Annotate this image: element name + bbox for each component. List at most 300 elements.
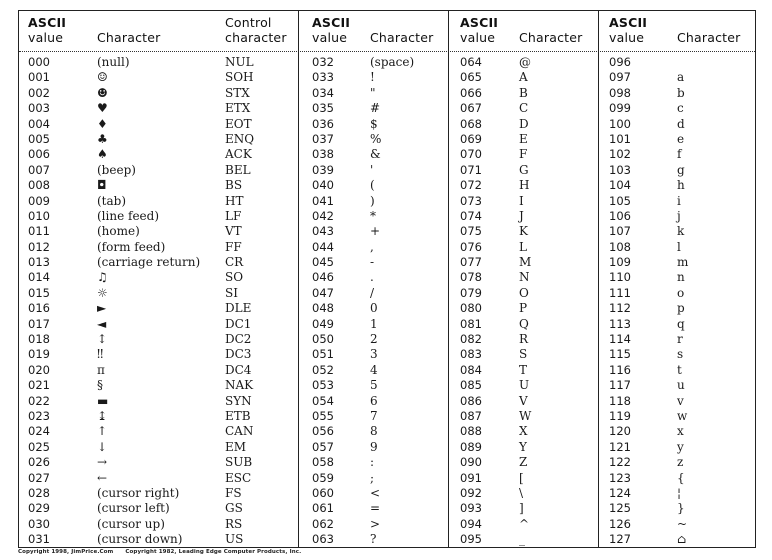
ascii-value: 108 [609, 239, 631, 254]
character-glyph: B [519, 85, 528, 100]
character-glyph: 0 [370, 301, 378, 316]
character-glyph: z [677, 455, 684, 470]
character-glyph: Z [519, 455, 528, 470]
character-glyph: U [519, 378, 530, 393]
character-glyph: ☺ [97, 70, 108, 85]
ascii-value: 009 [28, 193, 50, 208]
table-row [19, 224, 755, 239]
header-control-character [225, 15, 287, 45]
ascii-value: 075 [460, 224, 482, 239]
ascii-value: 036 [312, 116, 334, 131]
character-glyph: T [519, 362, 528, 377]
control-character: BEL [225, 162, 251, 177]
character-glyph: x [677, 424, 684, 439]
control-character: EM [225, 439, 247, 454]
character-glyph: 1 [370, 316, 378, 331]
character-glyph: (carriage return) [97, 255, 201, 270]
character-glyph: > [370, 516, 381, 531]
character-glyph: # [370, 101, 381, 116]
ascii-value: 112 [609, 301, 631, 316]
character-glyph: u [677, 378, 685, 393]
character-glyph: @ [519, 55, 531, 69]
character-glyph: ; [370, 470, 375, 485]
ascii-value: 104 [609, 178, 631, 193]
table-row [19, 378, 755, 393]
table-row [19, 409, 755, 424]
ascii-value: 107 [609, 224, 631, 239]
character-glyph: ~ [677, 516, 688, 531]
ascii-value: 073 [460, 193, 482, 208]
ascii-value: 013 [28, 255, 50, 270]
ascii-value: 088 [460, 424, 482, 439]
ascii-value: 024 [28, 424, 50, 439]
header-ascii-label: ASCII [460, 15, 499, 30]
ascii-value: 019 [28, 347, 50, 362]
ascii-value: 117 [609, 378, 631, 393]
ascii-value: 124 [609, 485, 631, 500]
ascii-value: 001 [28, 70, 50, 85]
ascii-value: 005 [28, 131, 50, 146]
character-glyph: Y [519, 439, 527, 454]
header-divider [19, 51, 755, 52]
character-glyph: R [519, 332, 529, 347]
ascii-value: 095 [460, 532, 482, 547]
ascii-value: 077 [460, 255, 482, 270]
character-glyph: ! [370, 70, 375, 85]
character-glyph: _ [519, 532, 525, 547]
ascii-value: 105 [609, 193, 631, 208]
ascii-value: 022 [28, 393, 50, 408]
character-glyph: 3 [370, 347, 378, 362]
ascii-value: 059 [312, 470, 334, 485]
control-character: FF [225, 239, 242, 254]
character-glyph: y [677, 439, 684, 454]
character-glyph: ↨ [97, 408, 108, 423]
table-row [19, 55, 755, 70]
copyright-leading-edge: Copyright 1982, Leading Edge Computer Products, Inc. [125, 549, 302, 555]
character-glyph: ( [370, 178, 375, 193]
character-glyph: ► [97, 301, 107, 316]
ascii-value: 061 [312, 501, 334, 516]
character-glyph: ‼ [97, 347, 104, 362]
control-character: VT [225, 224, 242, 239]
character-glyph: ↑ [97, 424, 108, 439]
ascii-value: 081 [460, 316, 482, 331]
ascii-value: 018 [28, 332, 50, 347]
character-glyph: b [677, 85, 685, 100]
control-character: NUL [225, 55, 254, 69]
table-row [19, 163, 755, 178]
control-character: STX [225, 85, 250, 100]
table-row [19, 178, 755, 193]
ascii-value: 006 [28, 147, 50, 162]
ascii-value: 012 [28, 239, 50, 254]
ascii-value: 040 [312, 178, 334, 193]
table-row [19, 301, 755, 316]
ascii-value: 122 [609, 455, 631, 470]
ascii-value: 119 [609, 408, 631, 423]
table-row [19, 363, 755, 378]
ascii-value: 114 [609, 332, 631, 347]
ascii-value: 057 [312, 439, 334, 454]
character-glyph: (cursor down) [97, 532, 183, 547]
control-character: ETX [225, 101, 251, 116]
ascii-value: 070 [460, 147, 482, 162]
character-glyph: ^ [519, 516, 530, 531]
character-glyph: H [519, 178, 530, 193]
ascii-value: 090 [460, 455, 482, 470]
header-ascii-value [609, 15, 647, 45]
character-glyph: 9 [370, 439, 378, 454]
ascii-value: 099 [609, 101, 631, 116]
ascii-value: 023 [28, 408, 50, 423]
character-glyph: P [519, 301, 528, 316]
character-glyph: / [370, 285, 375, 300]
ascii-value: 091 [460, 470, 482, 485]
control-character: HT [225, 193, 244, 208]
character-glyph: h [677, 178, 685, 193]
ascii-value: 051 [312, 347, 334, 362]
character-glyph: ♠ [97, 147, 108, 162]
character-glyph: " [370, 85, 376, 100]
table-row [19, 240, 755, 255]
character-glyph: F [519, 147, 528, 162]
control-character: DC4 [225, 362, 252, 377]
ascii-value: 045 [312, 255, 334, 270]
character-glyph: 7 [370, 408, 378, 423]
ascii-value: 120 [609, 424, 631, 439]
character-glyph: , [370, 239, 374, 254]
character-glyph: v [677, 393, 684, 408]
character-glyph: 6 [370, 393, 378, 408]
ascii-value: 109 [609, 255, 631, 270]
control-character: CAN [225, 424, 254, 439]
character-glyph: ◄ [97, 316, 107, 331]
ascii-value: 089 [460, 439, 482, 454]
ascii-value: 076 [460, 239, 482, 254]
ascii-value: 079 [460, 285, 482, 300]
control-character: ESC [225, 470, 252, 485]
ascii-value: 008 [28, 178, 50, 193]
ascii-value: 115 [609, 347, 631, 362]
character-glyph: k [677, 224, 685, 239]
table-body [19, 55, 755, 548]
character-glyph: X [519, 424, 528, 439]
table-row [19, 471, 755, 486]
copyright-footer [18, 549, 301, 555]
character-glyph: ◘ [97, 178, 107, 193]
character-glyph: m [677, 255, 689, 270]
character-glyph: M [519, 255, 532, 270]
control-character: CR [225, 255, 244, 270]
character-glyph: L [519, 239, 527, 254]
ascii-value: 106 [609, 208, 631, 223]
ascii-value: 025 [28, 439, 50, 454]
character-glyph: : [370, 455, 375, 470]
control-character: DC1 [225, 316, 252, 331]
character-glyph: (home) [97, 224, 140, 239]
ascii-value: 011 [28, 224, 50, 239]
ascii-value: 086 [460, 393, 482, 408]
ascii-value: 097 [609, 70, 631, 85]
ascii-value: 092 [460, 485, 482, 500]
character-glyph: t [677, 362, 682, 377]
control-character: SOH [225, 70, 254, 85]
header-character-label: Character [370, 30, 434, 45]
character-glyph: ▬ [97, 393, 109, 408]
character-glyph: W [519, 408, 532, 423]
header-character-label: Character [519, 30, 583, 45]
character-glyph: ♦ [97, 116, 108, 131]
table-row [19, 255, 755, 270]
ascii-value: 064 [460, 55, 482, 69]
table-row [19, 101, 755, 116]
header-character-label: character [225, 30, 287, 45]
table-row [19, 147, 755, 162]
ascii-value: 046 [312, 270, 334, 285]
table-row [19, 286, 755, 301]
character-glyph: 8 [370, 424, 378, 439]
character-glyph: Q [519, 316, 529, 331]
copyright-jimprice: Copyright 1998, JimPrice.Com [18, 549, 114, 555]
character-glyph: c [677, 101, 684, 116]
ascii-value: 098 [609, 85, 631, 100]
control-character: BS [225, 178, 243, 193]
character-glyph: K [519, 224, 528, 239]
ascii-value: 071 [460, 162, 482, 177]
control-character: ACK [225, 147, 252, 162]
header-control-label: Control [225, 15, 272, 30]
ascii-value: 042 [312, 208, 334, 223]
ascii-value: 032 [312, 55, 334, 69]
character-glyph: ⌂ [677, 532, 687, 547]
table-row [19, 332, 755, 347]
ascii-value: 083 [460, 347, 482, 362]
ascii-value: 094 [460, 516, 482, 531]
character-glyph: s [677, 347, 684, 362]
ascii-value: 030 [28, 516, 50, 531]
header-ascii-value [460, 15, 498, 45]
ascii-value: 102 [609, 147, 631, 162]
character-glyph: G [519, 162, 529, 177]
character-glyph: ♣ [97, 131, 108, 146]
table-row [19, 424, 755, 439]
character-glyph: i [677, 193, 681, 208]
character-glyph: p [677, 301, 685, 316]
control-character: DLE [225, 301, 252, 316]
character-glyph: - [370, 255, 375, 270]
ascii-value: 039 [312, 162, 334, 177]
ascii-value: 113 [609, 316, 631, 331]
table-row [19, 394, 755, 409]
ascii-value: 100 [609, 116, 631, 131]
character-glyph: § [97, 378, 103, 393]
character-glyph: ' [370, 162, 374, 177]
character-glyph: * [370, 208, 376, 223]
header-ascii-label: ASCII [312, 15, 351, 30]
character-glyph: (line feed) [97, 208, 160, 223]
character-glyph: & [370, 147, 381, 162]
ascii-value: 084 [460, 362, 482, 377]
character-glyph: ? [370, 532, 377, 547]
ascii-value: 123 [609, 470, 631, 485]
character-glyph: (tab) [97, 193, 127, 208]
header-value-label: value [312, 30, 348, 45]
ascii-value: 116 [609, 362, 631, 377]
ascii-value: 082 [460, 332, 482, 347]
ascii-value: 069 [460, 131, 482, 146]
character-glyph: g [677, 162, 685, 177]
ascii-table [18, 10, 756, 548]
ascii-value: 047 [312, 285, 334, 300]
header-character [519, 15, 583, 45]
character-glyph: ♫ [97, 270, 108, 285]
character-glyph: E [519, 131, 528, 146]
character-glyph: 4 [370, 362, 378, 377]
ascii-value: 038 [312, 147, 334, 162]
ascii-value: 000 [28, 55, 50, 69]
ascii-value: 004 [28, 116, 50, 131]
header-value-label: value [460, 30, 496, 45]
header-ascii-label: ASCII [28, 15, 67, 30]
header-character [677, 15, 741, 45]
character-glyph: C [519, 101, 529, 116]
ascii-value: 067 [460, 101, 482, 116]
ascii-value: 034 [312, 85, 334, 100]
control-character: ENQ [225, 131, 255, 146]
character-glyph: $ [370, 116, 378, 131]
header-ascii-label: ASCII [609, 15, 648, 30]
table-row [19, 455, 755, 470]
control-character: SYN [225, 393, 252, 408]
control-character: DC2 [225, 332, 252, 347]
ascii-value: 080 [460, 301, 482, 316]
ascii-value: 068 [460, 116, 482, 131]
header-character-label: Character [97, 30, 161, 45]
character-glyph: ) [370, 193, 375, 208]
ascii-value: 062 [312, 516, 334, 531]
character-glyph: J [519, 208, 524, 223]
ascii-value: 021 [28, 378, 50, 393]
ascii-value: 033 [312, 70, 334, 85]
character-glyph: ← [97, 470, 108, 485]
character-glyph: e [677, 131, 685, 146]
character-glyph: O [519, 285, 529, 300]
ascii-value: 031 [28, 532, 50, 547]
ascii-value: 003 [28, 101, 50, 116]
control-character: SI [225, 285, 238, 300]
ascii-value: 087 [460, 408, 482, 423]
character-glyph: ↓ [97, 439, 108, 454]
table-row [19, 440, 755, 455]
ascii-value: 118 [609, 393, 631, 408]
ascii-value: 121 [609, 439, 631, 454]
character-glyph: (space) [370, 55, 415, 69]
ascii-value: 041 [312, 193, 334, 208]
character-glyph: (beep) [97, 162, 136, 177]
table-row [19, 194, 755, 209]
ascii-value: 072 [460, 178, 482, 193]
table-row [19, 70, 755, 85]
character-glyph: 5 [370, 378, 378, 393]
control-character: GS [225, 501, 243, 516]
ascii-value: 066 [460, 85, 482, 100]
control-character: RS [225, 516, 243, 531]
ascii-value: 049 [312, 316, 334, 331]
ascii-value: 063 [312, 532, 334, 547]
table-row [19, 517, 755, 532]
header-character [370, 15, 434, 45]
ascii-value: 074 [460, 208, 482, 223]
character-glyph: } [677, 501, 685, 516]
table-row [19, 317, 755, 332]
ascii-value: 078 [460, 270, 482, 285]
table-row [19, 86, 755, 101]
character-glyph: ☻ [97, 85, 108, 100]
character-glyph: \ [519, 485, 524, 500]
character-glyph: (cursor up) [97, 516, 165, 531]
header-ascii-value [312, 15, 350, 45]
control-character: FS [225, 485, 242, 500]
character-glyph: n [677, 270, 685, 285]
character-glyph: I [519, 193, 524, 208]
character-glyph: A [519, 70, 528, 85]
character-glyph: N [519, 270, 530, 285]
character-glyph: . [370, 270, 374, 285]
control-character: ETB [225, 408, 251, 423]
ascii-value: 127 [609, 532, 631, 547]
ascii-value: 035 [312, 101, 334, 116]
character-glyph: j [677, 208, 681, 223]
table-row [19, 132, 755, 147]
table-row [19, 117, 755, 132]
table-row [19, 532, 755, 547]
ascii-value: 010 [28, 208, 50, 223]
control-character: NAK [225, 378, 254, 393]
character-glyph: 2 [370, 332, 378, 347]
character-glyph: π [97, 362, 105, 377]
table-row [19, 270, 755, 285]
ascii-value: 026 [28, 455, 50, 470]
control-character: EOT [225, 116, 252, 131]
ascii-value: 060 [312, 485, 334, 500]
ascii-value: 065 [460, 70, 482, 85]
character-glyph: o [677, 285, 685, 300]
character-glyph: < [370, 485, 381, 500]
ascii-value: 085 [460, 378, 482, 393]
header-ascii-value [28, 15, 66, 45]
character-glyph: ☼ [97, 285, 108, 300]
ascii-value: 037 [312, 131, 334, 146]
character-glyph: S [519, 347, 528, 362]
table-row [19, 501, 755, 516]
character-glyph: ♥ [97, 101, 108, 116]
header-value-label: value [28, 30, 64, 45]
ascii-value: 101 [609, 131, 631, 146]
ascii-value: 058 [312, 455, 334, 470]
ascii-value: 050 [312, 332, 334, 347]
ascii-value: 014 [28, 270, 50, 285]
character-glyph: { [677, 470, 685, 485]
ascii-value: 125 [609, 501, 631, 516]
control-character: LF [225, 208, 242, 223]
ascii-value: 093 [460, 501, 482, 516]
ascii-value: 053 [312, 378, 334, 393]
ascii-value: 103 [609, 162, 631, 177]
character-glyph: (null) [97, 55, 130, 69]
ascii-value: 126 [609, 516, 631, 531]
control-character: SO [225, 270, 244, 285]
